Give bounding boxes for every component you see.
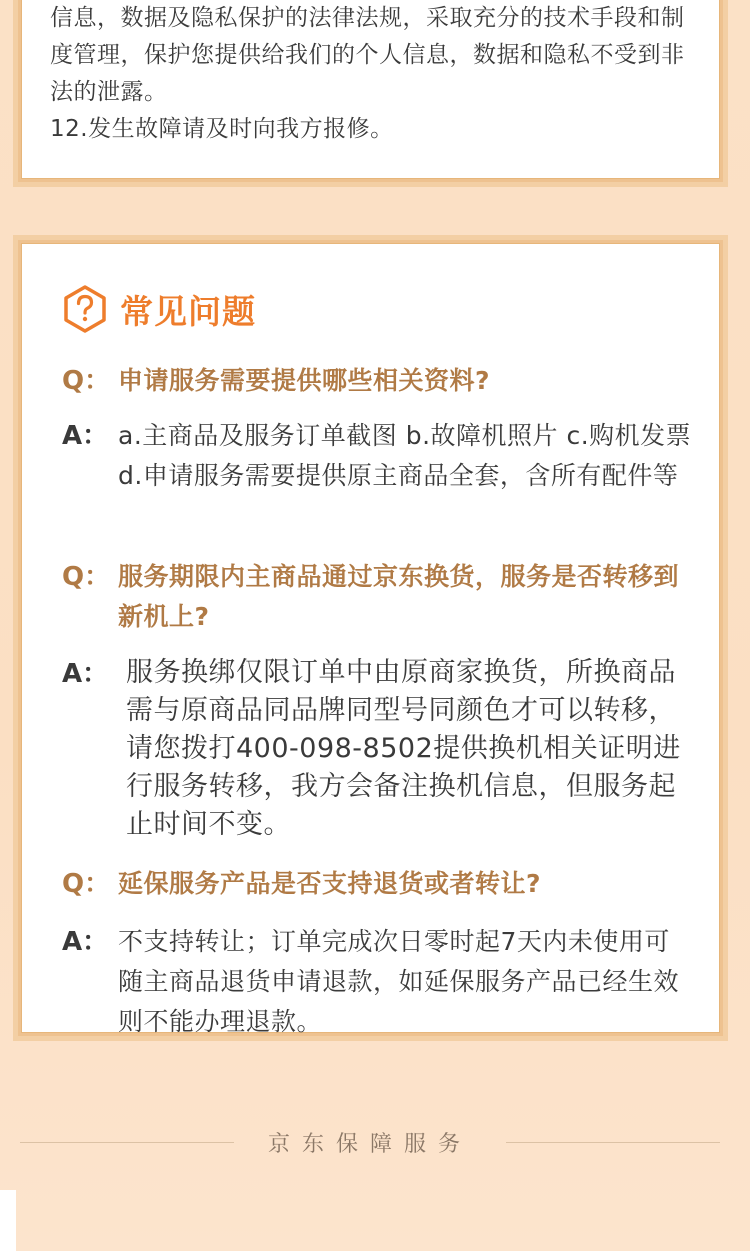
faq-question-2 bbox=[62, 557, 695, 637]
question-text: 延保服务产品是否支持退货或者转让? bbox=[118, 869, 542, 898]
faq-answer-3 bbox=[62, 922, 695, 1042]
answer-text: 服务换绑仅限订单中由原商家换货，所换商品需与原商品同品牌同型号同颜色才可以转移，请您拨打400-098-8502提供换机相关证明进行服务转移，我方会备注换机信息，但服务起止时间不变。 bbox=[126, 657, 681, 840]
faq-answer-2 bbox=[62, 654, 695, 844]
footer-divider-right bbox=[506, 1142, 720, 1143]
terms-text bbox=[50, 0, 705, 148]
faq-question-3 bbox=[62, 864, 695, 904]
question-text: 服务期限内主商品通过京东换货，服务是否转移到新机上? bbox=[118, 562, 680, 631]
q-label: Q： bbox=[62, 366, 111, 396]
faq-answer-1 bbox=[62, 416, 695, 496]
terms-item-12: 12.发生故障请及时向我方报修。 bbox=[50, 116, 394, 142]
footer-text: 京东保障服务 bbox=[268, 1131, 473, 1157]
a-label: A： bbox=[62, 927, 109, 957]
question-text: 申请服务需要提供哪些相关资料? bbox=[118, 366, 491, 395]
faq-question-1 bbox=[62, 361, 695, 401]
q-label: Q： bbox=[62, 562, 111, 592]
q-label: Q： bbox=[62, 869, 111, 899]
a-label: A： bbox=[62, 421, 109, 451]
faq-card bbox=[22, 244, 719, 1036]
footer-divider-left bbox=[20, 1142, 234, 1143]
answer-text: a.主商品及服务订单截图 b.故障机照片 c.购机发票 d.申请服务需要提供原主商品全套，含所有配件等 bbox=[118, 421, 692, 490]
faq-title: 常见问题 bbox=[120, 291, 256, 331]
terms-card bbox=[22, 0, 719, 178]
bottom-edge-strip bbox=[0, 1190, 16, 1251]
faq-header bbox=[62, 284, 256, 334]
question-mark-hexagon-icon bbox=[62, 284, 108, 334]
a-label: A： bbox=[62, 659, 109, 689]
footer bbox=[0, 1124, 750, 1160]
terms-paragraph: 信息，数据及隐私保护的法律法规，采取充分的技术手段和制度管理，保护您提供给我们的个人信息，数据和隐私不受到非法的泄露。 bbox=[50, 5, 685, 105]
answer-text: 不支持转让；订单完成次日零时起7天内未使用可随主商品退货申请退款，如延保服务产品已经生效则不能办理退款。 bbox=[118, 927, 680, 1036]
